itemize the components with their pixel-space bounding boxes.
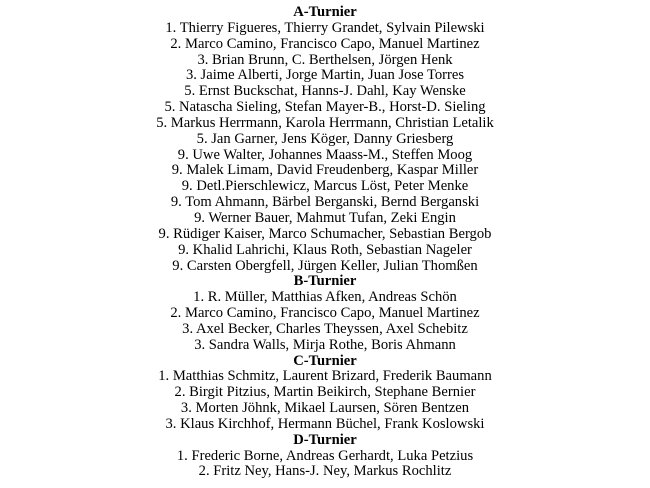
result-line: 2. Fritz Ney, Hans-J. Ney, Markus Rochlitz [198,463,452,480]
result-line: 3. Jaime Alberti, Jorge Martin, Juan Jose Torres [185,67,465,84]
a-turnier-heading: A-Turnier [293,4,357,20]
a-turnier-section [0,5,650,274]
result-line: 2. Marco Camino, Francisco Capo, Manuel Martinez [170,35,480,52]
result-line: 1. R. Müller, Matthias Afken, Andreas Schön [193,289,457,306]
result-line: 5. Natascha Sieling, Stefan Mayer-B., Horst-D. Sieling [164,99,486,116]
d-turnier-section [0,433,650,481]
result-line: 9. Werner Bauer, Mahmut Tufan, Zeki Engin [194,209,456,226]
result-line: 5. Markus Herrmann, Karola Herrmann, Christian Letalik [156,114,494,131]
result-line: 3. Brian Brunn, C. Berthelsen, Jörgen Henk [197,51,453,68]
result-line: 9. Malek Limam, David Freudenberg, Kaspar Miller [171,162,479,179]
b-turnier-heading: B-Turnier [293,273,357,290]
result-line: 2. Birgit Pitzius, Martin Beikirch, Stephane Bernier [174,384,476,401]
result-line: 3. Klaus Kirchhof, Hermann Büchel, Frank Koslowski [165,415,485,432]
result-line: 1. Frederic Borne, Andreas Gerhardt, Luka Petzius [176,447,474,464]
result-line: 3. Axel Becker, Charles Theyssen, Axel Schebitz [182,320,468,337]
result-line: 9. Carsten Obergfell, Jürgen Keller, Julian Thomßen [172,257,478,274]
result-line: 1. Thierry Figueres, Thierry Grandet, Sylvain Pilewski [165,19,485,36]
result-line: 3. Morten Jöhnk, Mikael Laursen, Sören Bentzen [180,400,470,417]
result-line: 9. Uwe Walter, Johannes Maass-M., Steffen Moog [177,146,473,163]
c-turnier-section [0,354,650,433]
result-line: 9. Detl.Pierschlewicz, Marcus Löst, Peter Menke [181,178,469,195]
result-line: 2. Marco Camino, Francisco Capo, Manuel Martinez [170,305,480,322]
b-turnier-section [0,274,650,353]
result-line: 9. Khalid Lahrichi, Klaus Roth, Sebastian Nageler [178,241,472,258]
results-document [0,5,650,480]
d-turnier-heading: D-Turnier [293,431,357,448]
result-line: 5. Jan Garner, Jens Köger, Danny Griesberg [196,130,454,147]
result-line: 9. Tom Ahmann, Bärbel Berganski, Bernd Berganski [170,194,480,211]
result-line: 5. Ernst Buckschat, Hanns-J. Dahl, Kay Wenske [184,83,466,100]
c-turnier-heading: C-Turnier [293,352,357,369]
result-line: 9. Rüdiger Kaiser, Marco Schumacher, Sebastian Bergob [158,225,492,242]
result-line: 1. Matthias Schmitz, Laurent Brizard, Frederik Baumann [158,368,492,385]
result-line: 3. Sandra Walls, Mirja Rothe, Boris Ahmann [194,336,456,353]
